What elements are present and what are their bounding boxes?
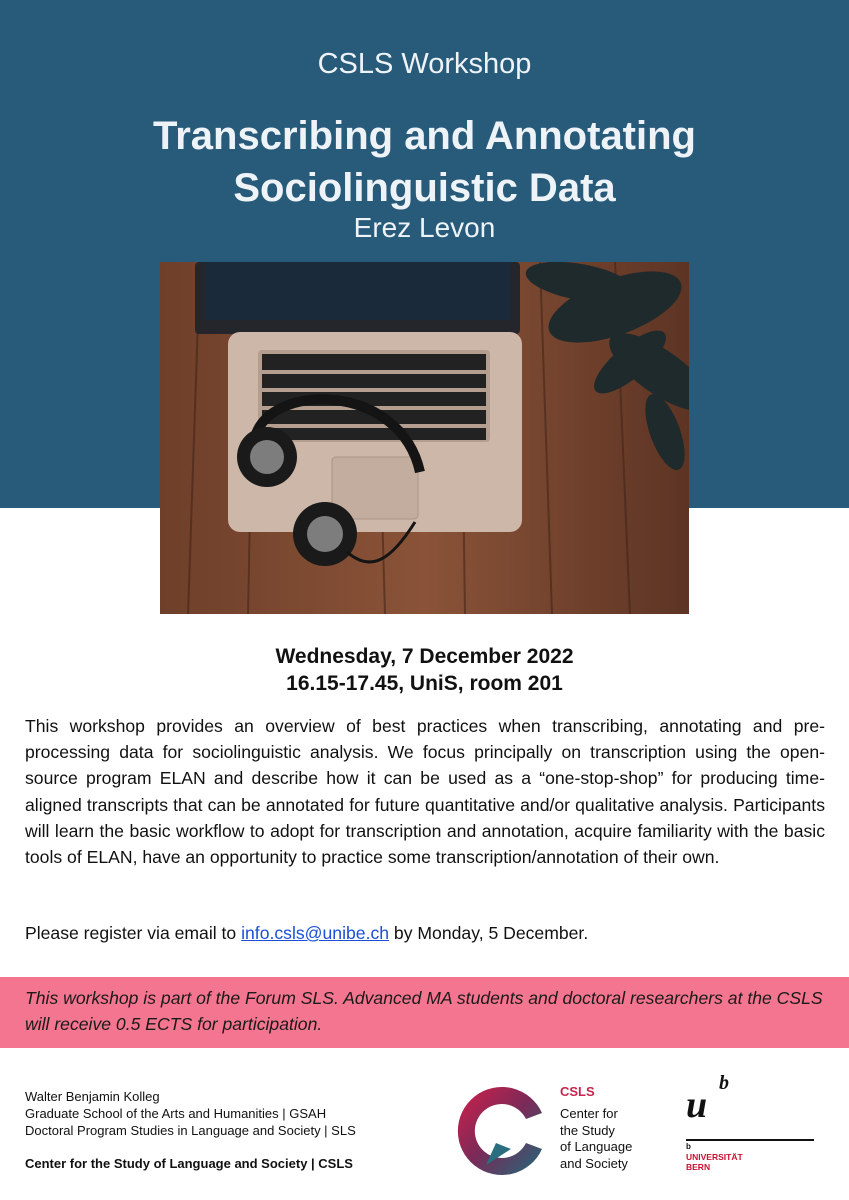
unibe-logo-text — [686, 1152, 743, 1172]
event-date: Wednesday, 7 December 2022 — [275, 645, 574, 668]
unibe-logo-line: BERN — [686, 1162, 711, 1172]
csls-logo-subtitle — [560, 1106, 632, 1172]
unibe-logo-divider — [686, 1139, 814, 1141]
csls-logo-line: of Language — [560, 1139, 633, 1154]
csls-logo-line: and Society — [560, 1155, 628, 1171]
registration-suffix: by Monday, 5 December. — [389, 923, 589, 943]
footer-line: Doctoral Program Studies in Language and Society | SLS — [25, 1123, 356, 1138]
registration-email-link[interactable]: info.csls@unibe.ch — [241, 923, 390, 943]
csls-logo-icon — [456, 1083, 552, 1179]
event-date-block — [0, 643, 849, 697]
laptop-headphones-photo — [160, 262, 689, 614]
footer-center-name: Center for the Study of Language and Society | CSLS — [25, 1156, 353, 1171]
workshop-kicker: CSLS Workshop — [317, 48, 532, 80]
footer-line: Walter Benjamin Kolleg — [25, 1089, 160, 1104]
registration-line — [25, 920, 825, 946]
unibe-logo-small-b: b — [686, 1142, 691, 1151]
event-time-place: 16.15-17.45, UniS, room 201 — [286, 672, 563, 695]
workshop-title: Transcribing and Annotating Sociolinguistic Data — [153, 114, 696, 210]
csls-logo-line: Center for — [560, 1106, 618, 1121]
footer-line: Graduate School of the Arts and Humanities | GSAH — [25, 1106, 327, 1121]
csls-logo-line: the Study — [560, 1122, 615, 1138]
registration-prefix: Please register via email to — [25, 923, 242, 943]
forum-note: This workshop is part of the Forum SLS. Advanced MA students and doctoral researchers at the CSLS will receive 0.5 ECTS for participation. — [25, 988, 823, 1034]
footer-affiliations — [25, 1088, 356, 1139]
workshop-description: This workshop provides an overview of best practices when transcribing, annotating and pre-processing data for sociolinguistic analysis. We focus principally on transcription using the open-source program ELAN and describe how it can be used as a “one-stop-shop” for producing time-aligned transcripts that can be annotated for future quantitative and/or qualitative analysis. Participants will learn the basic workflow to adopt for transcription and annotation, acquire familiarity with the basic tools of ELAN, have an opportunity to practice some transcription/annotation of their own. — [25, 716, 825, 868]
unibe-logo-superscript: b — [719, 1072, 729, 1094]
csls-logo-name: CSLS — [560, 1084, 595, 1099]
unibe-logo-line: UNIVERSITÄT — [686, 1152, 743, 1162]
unibe-logo-mark: u — [686, 1084, 708, 1126]
speaker-name: Erez Levon — [353, 212, 496, 243]
